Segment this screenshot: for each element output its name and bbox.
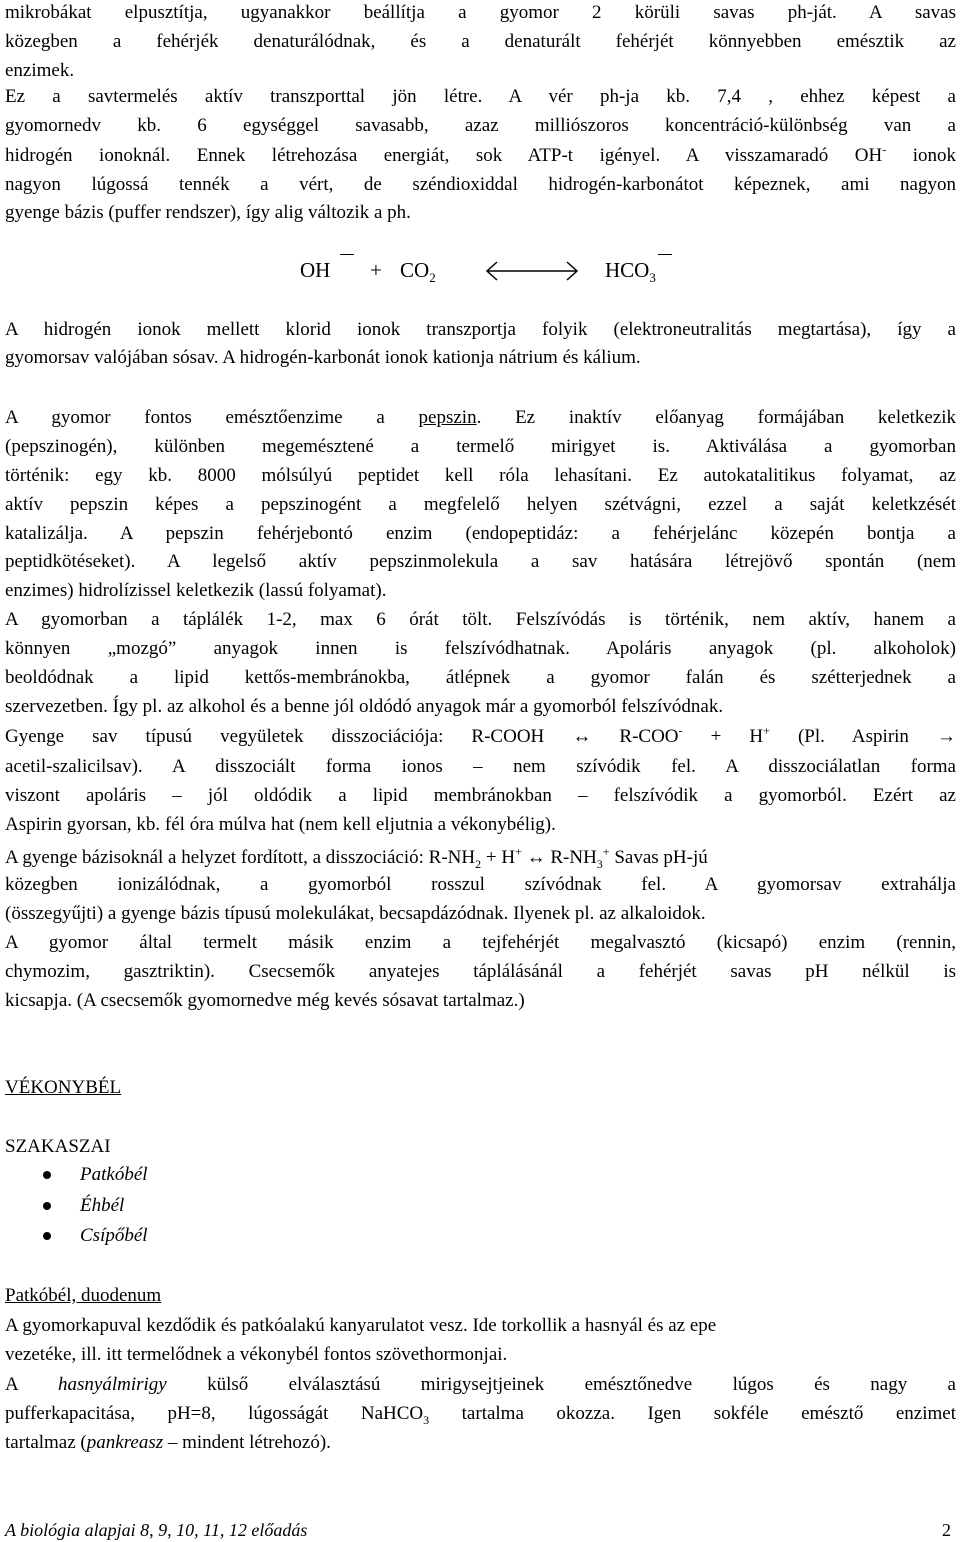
text-line: acetil-szalicilsav). A disszociált forma ionos – nem szívódik fel. A disszociálatlan forma	[5, 756, 956, 777]
bullet-icon	[43, 1202, 51, 1210]
text-line: Ez a savtermelés aktív transzporttal jön létre. A vér ph-ja kb. 7,4 , ehhez képest a	[5, 86, 956, 107]
overbar	[658, 254, 672, 255]
text-line: A gyomorban a táplálék 1-2, max 6 órát tölt. Felszívódás is történik, nem aktív, hanem a	[5, 609, 956, 630]
text-line: gyomorsav valójában sósav. A hidrogén-karbonát ionok kationja nátrium és kálium.	[5, 347, 641, 368]
text-line: A gyomor által termelt másik enzim a tejfehérjét megalvasztó (kicsapó) enzim (rennin,	[5, 932, 956, 953]
reversible-arrow-icon	[483, 260, 581, 282]
text-line: hidrogén ionoknál. Ennek létrehozása energiát, sok ATP-t igényel. A visszamaradó OH- ionok	[5, 142, 956, 166]
page-number: 2	[942, 1520, 951, 1540]
pepszin-underlined: pepszin	[418, 407, 477, 428]
equation-co: $CO_2$	[400, 258, 436, 286]
heading-duodenum: Patkóbél, duodenum	[5, 1285, 162, 1306]
text-line: A gyomorkapuval kezdődik és patkóalakú kanyarulatot vesz. Ide torkollik a hasnyál és az epe	[5, 1315, 717, 1336]
equation-hco: $HCO_3$	[605, 258, 656, 286]
overbar	[340, 254, 354, 255]
text-line: közegben a fehérjék denaturálódnak, és a denaturált fehérjét könnyebben emésztik az	[5, 31, 956, 52]
text-line: (összegyűjti) a gyenge bázis típusú molekulákat, becsapdázódnak. Ilyenek pl. az alkaloidok.	[5, 903, 706, 924]
text-line: pufferkapacitása, pH=8, lúgosságát NaHCO$_3$ tartalma okozza. Igen sokféle emésztő enzimet	[5, 1403, 956, 1427]
text-line: kicsapja. (A csecsemők gyomornedve még kevés sósavat tartalmaz.)	[5, 990, 525, 1011]
text-line: enzimes) hidrolízissel keletkezik (lassú folyamat).	[5, 580, 387, 601]
heading-vekonybel: VÉKONYBÉL	[5, 1077, 122, 1098]
text-line: viszont apoláris – jól oldódik a lipid membránokban – felszívódik a gyomorból. Ezért az	[5, 785, 956, 806]
page-footer	[5, 1518, 956, 1542]
text-line: Gyenge sav típusú vegyületek disszociációja: R-COOH ↔ R-COO- + H+ (Pl. Aspirin →	[5, 723, 956, 747]
text-line: szervezetben. Így pl. az alkohol és a benne jól oldódó anyagok már a gyomorból felszívódnak.	[5, 696, 724, 717]
equation-oh: OH	[300, 258, 331, 282]
text-line: enzimek.	[5, 60, 75, 81]
bullet-icon	[43, 1232, 51, 1240]
text-line: beoldódnak a lipid kettős-membránokba, átlépnek a gyomor falán és szétterjednek a	[5, 667, 956, 688]
text-line: nagyon lúgossá tennék a vért, de széndioxiddal hidrogén-karbonátot képeznek, ami nagyon	[5, 174, 956, 195]
bullet-icon	[43, 1171, 51, 1179]
text-line: katalizálja. A pepszin fehérjebontó enzim (endopeptidáz: a fehérjelánc közepén bontja a	[5, 523, 956, 544]
text-line: A hidrogén ionok mellett klorid ionok transzportja folyik (elektroneutralitás megtartása), így a	[5, 319, 956, 340]
text-line: (pepszinogén), különben megemésztené a termelő mirigyet is. Aktiválása a gyomorban	[5, 436, 956, 457]
text-line: peptidkötéseket). A legelső aktív pepszinmolekula a sav hatására létrejövő spontán (nem	[5, 551, 956, 572]
text-line: A gyomor fontos emésztőenzime a pepszin. Ez inaktív előanyag formájában keletkezik	[5, 407, 956, 428]
text-line: vezetéke, ill. itt termelődnek a vékonybél fontos szövethormonjai.	[5, 1344, 508, 1365]
equation-plus: +	[370, 258, 382, 282]
text-line: aktív pepszin képes a pepszinogént a megfelelő helyen szétvágni, ezzel a saját keletkzését	[5, 494, 956, 515]
text-line: gyenge bázis (puffer rendszer), így alig változik a ph.	[5, 202, 411, 223]
text-line: A hasnyálmirigy külső elválasztású mirigysejtjeinek emésztőnedve lúgos és nagy a	[5, 1374, 956, 1395]
text-line: gyomornedv kb. 6 egységgel savasabb, azaz milliószoros koncentráció-különbség van a	[5, 115, 956, 136]
text-line: történik: egy kb. 8000 mólsúlyú peptidet kell róla lehasítani. Ez autokatalitikus folyamat, az	[5, 465, 956, 486]
footer-title: A biológia alapjai 8, 9, 10, 11, 12 előadás	[5, 1520, 308, 1540]
text-line: mikrobákat elpusztítja, ugyanakkor beállítja a gyomor 2 körüli savas ph-ját. A savas	[5, 2, 956, 23]
equation-oh-co2	[5, 254, 956, 294]
text-line: Aspirin gyorsan, kb. fél óra múlva hat (nem kell eljutnia a vékonybélig).	[5, 814, 556, 835]
text-line: A gyenge bázisoknál a helyzet fordított, a disszociáció: $R-NH_2 + H^+$ ↔ $R-NH_3^+$ Savas pH-jú	[5, 844, 708, 871]
text-line: közegben ionizálódnak, a gyomorból rosszul szívódnak fel. A gyomorsav extrahálja	[5, 874, 956, 895]
text-line: tartalmaz (pankreasz – mindent létrehozó).	[5, 1432, 331, 1453]
text-line: chymozim, gasztriktin). Csecsemők anyatejes táplálásánál a fehérjét savas pH nélkül is	[5, 961, 956, 982]
text-line: könnyen „mozgó” anyagok innen is felszívódhatnak. Apoláris anyagok (pl. alkoholok)	[5, 638, 956, 659]
heading-szakaszai: SZAKASZAI	[5, 1136, 111, 1157]
